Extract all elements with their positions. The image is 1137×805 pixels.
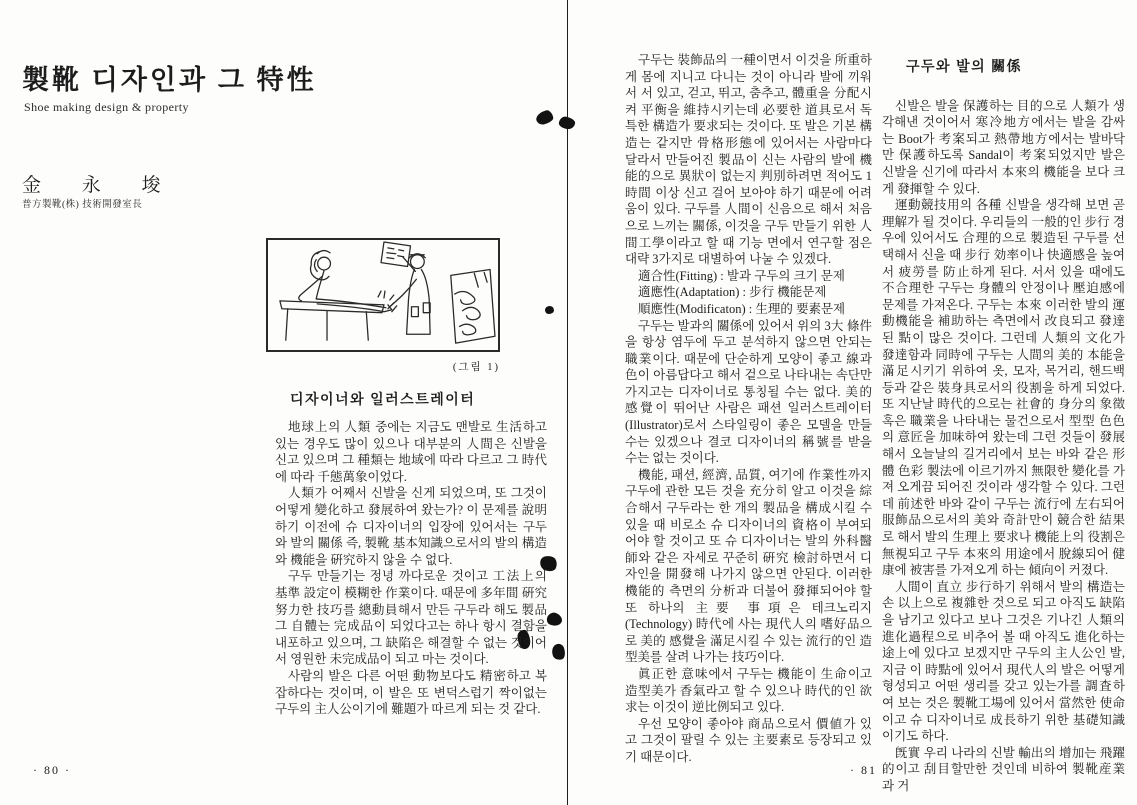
paragraph: 신발은 발을 保護하는 目的으로 人類가 생각해낸 것이어서 寒冷地方에서는 발을 감싸는 Boot가 考案되고 熱帶地方에서는 발바닥만 保護하도록 Sandal이 考案되었지만 발은 신발을 신기에 따라서 本來의 機能을 보다 크게 發揮할 수 있다. — [882, 98, 1125, 196]
list-item: 適合性(Fitting) : 발과 구두의 크기 문제 — [638, 268, 845, 283]
list-item: 適應性(Adaptation) : 步行 機能문제 — [638, 285, 827, 300]
section-heading-shoe-foot-relation: 구두와 발의 關係 — [906, 60, 1023, 75]
list-item: 順應性(Modificaton) : 生理的 要素문제 — [638, 301, 846, 316]
paragraph: 人間이 直立 步行하기 위해서 발의 構造는 손 以上으로 複雜한 것으로 되고 아직도 缺陷을 남기고 있다고 보나 그것은 기나긴 人類의 進化過程으로 비추어 볼 때 아직도 進化하는 途上에 있다고 보겠지만 구두의 主人公인 발, 지금 이 時點에 있어서 現代人의 발은 어떻게 형성되고 어떤 생리를 갖고 있는가를 調査하여 보는 것은 製靴工場에 있어서 當然한 使命이고 슈 디자이너로 成長하기 위한 基礎知識이기도 하다. — [882, 579, 1125, 744]
left-body-column — [275, 419, 547, 718]
page-number-81: · 81 · — [850, 763, 888, 777]
paragraph: 運動競技用의 各種 신발을 생각해 보면 곧 理解가 될 것이다. 우리들의 一般的인 步行 경우에 있어서도 合理的으로 製造된 구두를 선택해서 신을 때 步行 効率이나 快適感을 높여서 疲勞를 防止하게 된다. 서서 있을 때에도 不合理한 구두는 身體의 안정이나 壓迫感에 문제를 가져온다. 구두는 本來 이러한 발의 運動機能을 補助하는 측면에서 改良되고 發達된 點이 많은 것이다. 그런데 人類의 文化가 發達함과 同時에 구두는 人間의 美的 本能을 滿足시키기 위하여 옷, 모자, 목거리, 핸드백 등과 같은 裝身具로서의 役割을 하게 되었다. 또 지난날 時代的으로는 社會的 身分의 象徵 혹은 職業을 나타내는 물건으로서 型型 色色의 意匠을 加味하여 왔는데 그런 것들이 發展해서 오늘날의 길거리에서 보는 바와 같은 形體 色彩 製法에 이르기까지 無限한 變化를 가져 오게끔 되어진 것이라 생각할 수 있다. 그런데 前述한 바와 같이 구두는 流行에 左右되어 服飾品으로서의 美와 奇計만이 競合한 結果로 해서 발의 生理上 要求나 機能上의 役割은 無視되고 구두 本來의 用途에서 脫線되어 健康에 被害를 가져오게 하는 傾向이 커졌다. — [882, 198, 1125, 578]
ink-blot — [535, 109, 555, 126]
designer-illustration-drawing — [268, 240, 498, 350]
page-number-80: · 80 · — [33, 763, 71, 777]
paragraph: 機能, 패션, 經濟, 品質, 여기에 作業性까지 구두에 관한 모든 것을 充分히 알고 이것을 綜合해서 구두라는 한 개의 製品을 構成시킬 수 있을 때 비로소 슈 디자이너의 資格이 부여되어야 할 것이고 또 슈 디자이너는 발의 外科醫師와 같은 자세로 꾸준히 硏究 檢討하면서 디자인을 開發해 나가지 않으면 안된다. 이러한 機能的 측면의 分析과 더불어 發揮되어야 할 또 하나의 主要 事項은 테크노리지(Technology) 時代에 사는 現代人의 嗜好品으로 美的 感覺을 滿足시킬 수 있는 流行的인 造型美를 살려 나가는 技巧이다. — [625, 467, 872, 665]
paragraph: 人類가 어째서 신발을 신게 되었으며, 또 그것이 어떻게 變化하고 發展하여 왔는가? 이 문제를 說明하기 이전에 슈 디자이너의 입장에 있어서는 구두와 발의 關係 즉, 製靴 基本知識으로서의 발의 構造와 機能을 硏究하지 않을 수 없다. — [275, 486, 547, 567]
ink-blot — [558, 116, 576, 131]
paragraph: 사람의 발은 다른 어떤 動物보다도 精密하고 복잡하다는 것이며, 이 발은 또 변덕스럽기 짝이없는 구두의 主人公이기에 難題가 따르게 되는 것 같다. — [275, 668, 547, 717]
section-heading-designer-illustrator: 디자이너와 일러스트레이터 — [290, 393, 476, 408]
article-title: 製靴 디자인과 그 特性 — [22, 65, 317, 95]
ink-blot — [545, 306, 554, 314]
paragraph: 우선 모양이 좋아야 商品으로서 價値가 있고 그것이 팔릴 수 있는 主要素로 등장되고 있기 때문이다. — [625, 716, 872, 764]
paragraph: 旣實 우리 나라의 신발 輸出의 增加는 飛躍的이고 刮目할만한 것인데 비하여 製靴産業과 거 — [882, 745, 1125, 793]
paragraph: 구두는 발과의 關係에 있어서 위의 3大 條件을 항상 염두에 두고 분석하지 않으면 안되는 職業이다. 때문에 단순하게 모양이 좋고 線과 色이 아름답다고 해서 겉으로 나타내는 속단만 가지고는 디자이너로 통칭될 수는 없다. 美的 感覺이 뛰어난 사람은 패션 일러스트레이터(Illustrator)로서 스타일링이 좋은 모델을 만들 수는 있겠으나 결코 디자이너의 稱號를 받을 수는 없는 것이다. — [625, 318, 872, 466]
paragraph: 眞正한 意味에서 구두는 機能이 生命이고 造型美가 香氣라고 할 수 있으나 時代的인 欲求는 이것이 逆比例되고 있다. — [625, 666, 872, 715]
figure-caption: (그림 1) — [452, 362, 500, 373]
paragraph: 구두 만들기는 정녕 까다로운 것이고 工法上의 基準 設定이 模糊한 作業이다. 때문에 多年間 硏究 努力한 技巧를 總動員해서 만든 구두라 해도 製品 그 自體는 完成品이 되었다고는 하나 항시 결함을 내포하고 있으며, 그 缺陷은 해결할 수 없는 것이어서 영원한 未完成品이 되고 마는 것이다. — [275, 569, 547, 667]
author-affiliation: 普方製靴(株) 技術開發室長 — [22, 200, 143, 210]
figure-1 — [266, 238, 500, 352]
right-column-2 — [882, 60, 1125, 795]
ink-blot — [550, 642, 567, 661]
article-subtitle-en: Shoe making design & property — [24, 100, 189, 114]
paragraph: 구두는 裝飾品의 一種이면서 이것을 所重하게 몸에 지니고 다니는 것이 아니라 발에 끼워서 서 있고, 걷고, 뛰고, 춤추고, 體重을 分配시켜 平衡을 維持시키는데 必要한 道具로서 독특한 構造가 要求되는 것이다. 또 발은 기본 構造는 같지만 骨格形態에 있어서는 사람마다 달라서 만들어진 製品이 신는 사람의 발에 機能的으로 異狀이 없는지 判別하려면 적어도 1時間 이상 신고 걸어 보아야 하기 때문에 어려움이 있다. 구두를 人間이 신음으로 해서 처음으로 느끼는 關係, 이것을 구두 만들기 위한 人間工學이라고 할 때 기능 면에서 연구할 점은 대략 3가지로 대별하여 나눌 수 있겠다. — [625, 53, 872, 267]
author-name: 金 永 埈 — [22, 175, 161, 196]
paragraph: 地球上의 人類 중에는 지금도 맨발로 生活하고 있는 경우도 많이 있으나 대부분의 人間은 신발을 신고 있으며 그 種類는 地域에 따라 다르고 그 時代에 따라 千態萬象이었다. — [275, 420, 547, 484]
right-column-1 — [625, 52, 872, 766]
ink-blot — [545, 611, 564, 629]
